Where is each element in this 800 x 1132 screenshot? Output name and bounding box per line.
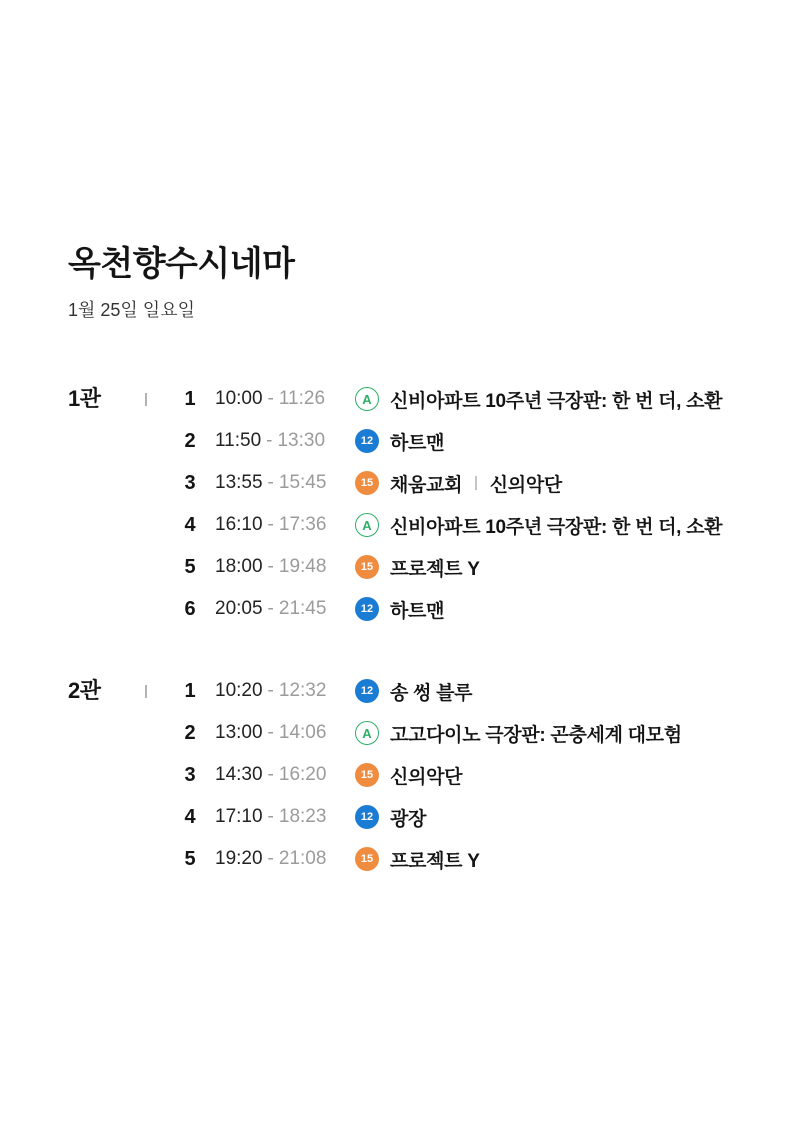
movie-title: 하트맨 bbox=[390, 600, 445, 622]
screening-row bbox=[165, 712, 682, 754]
screening-number: 3 bbox=[184, 763, 196, 786]
screening-time bbox=[215, 388, 355, 410]
end-time: 17:36 bbox=[278, 514, 327, 535]
time-separator: - bbox=[267, 722, 274, 743]
cinema-name: 옥천향수시네마 bbox=[68, 245, 295, 283]
start-time: 18:00 bbox=[215, 556, 263, 577]
screening-row bbox=[165, 378, 722, 420]
screening-time bbox=[215, 764, 355, 786]
screen-section bbox=[68, 378, 760, 630]
movie-title: 광장 bbox=[390, 808, 427, 830]
rating-badge-15: 15 bbox=[355, 847, 379, 871]
screening-number: 1 bbox=[184, 679, 196, 702]
screening-row bbox=[165, 796, 682, 838]
start-time: 19:20 bbox=[215, 848, 263, 869]
end-time: 12:32 bbox=[278, 680, 327, 701]
start-time: 11:50 bbox=[215, 430, 262, 451]
time-separator: - bbox=[267, 556, 274, 577]
screening-row bbox=[165, 838, 682, 880]
screening-number: 6 bbox=[184, 597, 196, 620]
screening-rows bbox=[165, 378, 722, 630]
end-time: 11:26 bbox=[278, 388, 326, 409]
movie-title: 하트맨 bbox=[390, 432, 445, 454]
start-time: 14:30 bbox=[215, 764, 263, 785]
screening-number: 2 bbox=[184, 429, 196, 452]
movie-title: 채움교회 bbox=[390, 474, 463, 496]
rating-badge-12: 12 bbox=[355, 597, 379, 621]
screening-number: 3 bbox=[184, 471, 196, 494]
screening-row bbox=[165, 546, 722, 588]
screen-section bbox=[68, 670, 760, 880]
end-time: 16:20 bbox=[278, 764, 327, 785]
start-time: 17:10 bbox=[215, 806, 263, 827]
end-time: 14:06 bbox=[278, 722, 327, 743]
screen-label-divider bbox=[145, 685, 147, 698]
screening-row bbox=[165, 420, 722, 462]
rating-badge-12: 12 bbox=[355, 679, 379, 703]
time-separator: - bbox=[267, 764, 274, 785]
time-separator: - bbox=[267, 598, 274, 619]
screening-time bbox=[215, 806, 355, 828]
rating-badge-15: 15 bbox=[355, 471, 379, 495]
start-time: 13:00 bbox=[215, 722, 263, 743]
rating-badge-a: A bbox=[355, 513, 379, 537]
screen-label-divider bbox=[145, 393, 147, 406]
start-time: 20:05 bbox=[215, 598, 263, 619]
end-time: 21:45 bbox=[278, 598, 327, 619]
title-divider bbox=[475, 476, 477, 490]
screening-row bbox=[165, 670, 682, 712]
screening-time bbox=[215, 722, 355, 744]
schedule-sections bbox=[68, 378, 760, 880]
rating-badge-15: 15 bbox=[355, 555, 379, 579]
screening-number: 1 bbox=[184, 387, 196, 410]
screening-time bbox=[215, 430, 355, 452]
rating-badge-12: 12 bbox=[355, 429, 379, 453]
movie-title: 신의악단 bbox=[390, 766, 463, 788]
screening-time bbox=[215, 848, 355, 870]
start-time: 10:00 bbox=[215, 388, 263, 409]
time-separator: - bbox=[266, 430, 273, 451]
movie-title: 신비아파트 10주년 극장판: 한 번 더, 소환 bbox=[390, 390, 723, 412]
screening-time bbox=[215, 680, 355, 702]
rating-badge-a: A bbox=[355, 721, 379, 745]
time-separator: - bbox=[267, 680, 274, 701]
screening-row bbox=[165, 504, 722, 546]
screening-rows bbox=[165, 670, 682, 880]
screen-label: 1관 bbox=[68, 386, 101, 411]
screening-time bbox=[215, 598, 355, 620]
screening-number: 5 bbox=[184, 555, 196, 578]
movie-title: 프로젝트 Y bbox=[390, 558, 480, 580]
time-separator: - bbox=[267, 388, 274, 409]
schedule-date: 1월 25일 일요일 bbox=[68, 300, 195, 320]
rating-badge-15: 15 bbox=[355, 763, 379, 787]
time-separator: - bbox=[267, 848, 274, 869]
movie-title-secondary: 신의악단 bbox=[489, 474, 562, 496]
screening-number: 4 bbox=[184, 513, 196, 536]
movie-title: 고고다이노 극장판: 곤충세계 대모험 bbox=[390, 724, 682, 746]
end-time: 21:08 bbox=[278, 848, 327, 869]
movie-title: 신비아파트 10주년 극장판: 한 번 더, 소환 bbox=[390, 516, 723, 538]
end-time: 18:23 bbox=[278, 806, 327, 827]
end-time: 13:30 bbox=[277, 430, 326, 451]
movie-title: 프로젝트 Y bbox=[390, 850, 480, 872]
end-time: 19:48 bbox=[278, 556, 327, 577]
screening-time bbox=[215, 556, 355, 578]
time-separator: - bbox=[267, 514, 274, 535]
time-separator: - bbox=[267, 472, 274, 493]
screening-time bbox=[215, 472, 355, 494]
rating-badge-a: A bbox=[355, 387, 379, 411]
rating-badge-12: 12 bbox=[355, 805, 379, 829]
screening-number: 2 bbox=[184, 721, 196, 744]
screening-number: 4 bbox=[184, 805, 196, 828]
time-separator: - bbox=[267, 806, 274, 827]
screening-row bbox=[165, 754, 682, 796]
screen-label: 2관 bbox=[68, 678, 101, 703]
screening-number: 5 bbox=[184, 847, 196, 870]
start-time: 13:55 bbox=[215, 472, 263, 493]
start-time: 16:10 bbox=[215, 514, 263, 535]
end-time: 15:45 bbox=[278, 472, 327, 493]
screening-row bbox=[165, 588, 722, 630]
movie-title: 송 썽 블루 bbox=[390, 682, 473, 704]
screening-row bbox=[165, 462, 722, 504]
screening-time bbox=[215, 514, 355, 536]
start-time: 10:20 bbox=[215, 680, 263, 701]
